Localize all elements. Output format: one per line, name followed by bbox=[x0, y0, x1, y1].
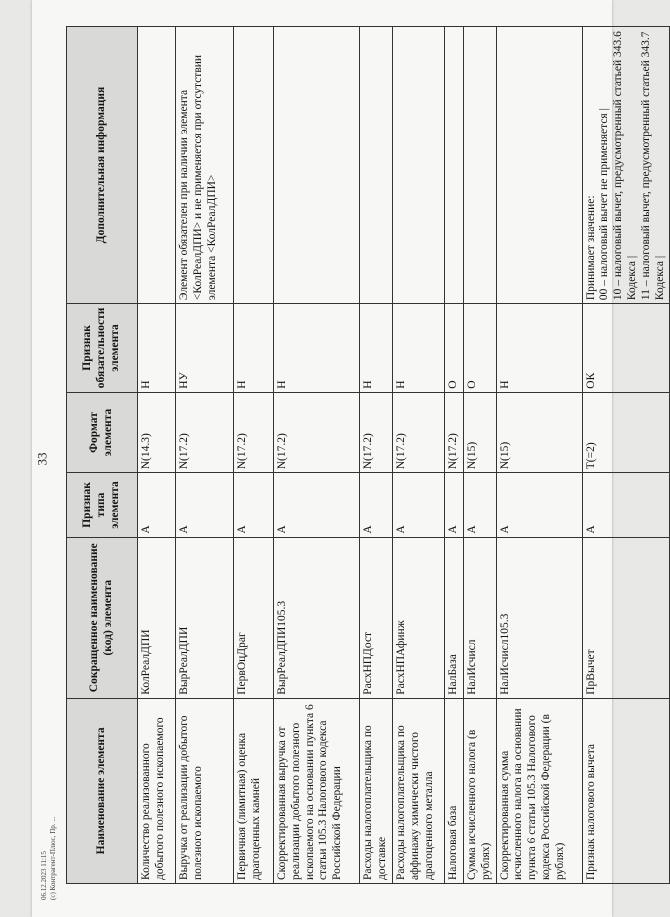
cell-code: НалИсчисл bbox=[464, 537, 497, 698]
cell-info bbox=[496, 27, 582, 304]
header-required: Признак обязательности элемента bbox=[67, 304, 138, 393]
cell-required: О bbox=[464, 304, 497, 393]
cell-type: А bbox=[138, 473, 176, 537]
cell-info bbox=[464, 27, 497, 304]
cell-type: А bbox=[360, 473, 393, 537]
table-row bbox=[445, 27, 464, 884]
cell-name: Количество реализованного добытого полезного ископаемого bbox=[138, 698, 176, 883]
cell-type: А bbox=[393, 473, 445, 537]
table-row bbox=[176, 27, 234, 884]
cell-info: Элемент обязателен при наличии элемента <КолРеалДПИ> и не применяется при отсутствии элемента <КолРеалДПИ> bbox=[176, 27, 234, 304]
cell-required: Н bbox=[234, 304, 274, 393]
cell-info bbox=[138, 27, 176, 304]
stamp-line-date: 06.12.2023 11:15 bbox=[40, 851, 48, 900]
cell-format: N(17.2) bbox=[274, 392, 360, 473]
cell-format: N(14.3) bbox=[138, 392, 176, 473]
page-number-text: 33 bbox=[34, 452, 49, 465]
table-row bbox=[393, 27, 445, 884]
cell-name: Первичная (лимитная) оценка драгоценных камней bbox=[234, 698, 274, 883]
cell-type: А bbox=[176, 473, 234, 537]
cell-format: N(17.2) bbox=[234, 392, 274, 473]
cell-type: А bbox=[274, 473, 360, 537]
cell-required: О bbox=[445, 304, 464, 393]
cell-format: N(17.2) bbox=[176, 392, 234, 473]
header-info: Дополнительная информация bbox=[67, 27, 138, 304]
cell-type: А bbox=[445, 473, 464, 537]
cell-info bbox=[393, 27, 445, 304]
cell-required: Н bbox=[138, 304, 176, 393]
rotated-table-container bbox=[66, 26, 666, 884]
table-row bbox=[138, 27, 176, 884]
cell-type: А bbox=[464, 473, 497, 537]
table-header-row bbox=[67, 27, 138, 884]
print-stamp bbox=[40, 780, 70, 900]
cell-format: T(=2) bbox=[582, 392, 670, 473]
cell-required: Н bbox=[360, 304, 393, 393]
cell-required: ОК bbox=[582, 304, 670, 393]
cell-name: Налоговая база bbox=[445, 698, 464, 883]
cell-code: ПрВычет bbox=[582, 537, 670, 698]
cell-info bbox=[360, 27, 393, 304]
cell-info bbox=[274, 27, 360, 304]
cell-required: Н bbox=[274, 304, 360, 393]
cell-type: А bbox=[496, 473, 582, 537]
cell-code: НалБаза bbox=[445, 537, 464, 698]
elements-table bbox=[66, 26, 670, 884]
cell-code: ПервОцДраг bbox=[234, 537, 274, 698]
stamp-line-source: (c) Контрагент-Плюс, Пр. ... bbox=[49, 816, 58, 900]
cell-code: КолРеалДПИ bbox=[138, 537, 176, 698]
header-code: Сокращенное наименование (код) элемента bbox=[67, 537, 138, 698]
cell-name: Скорректированная сумма исчисленного налога на основании пункта 6 статьи 105.3 Налогового кодекса Российской Федерации (в рублях) bbox=[496, 698, 582, 883]
table-row bbox=[464, 27, 497, 884]
cell-name: Сумма исчисленного налога (в рублях) bbox=[464, 698, 497, 883]
cell-format: N(17.2) bbox=[445, 392, 464, 473]
header-name: Наименование элемента bbox=[67, 698, 138, 883]
cell-code: ВырРеалДПИ105.3 bbox=[274, 537, 360, 698]
table-row bbox=[234, 27, 274, 884]
cell-name: Выручка от реализации добытого полезного ископаемого bbox=[176, 698, 234, 883]
header-type: Признак типа элемента bbox=[67, 473, 138, 537]
cell-required: Н bbox=[393, 304, 445, 393]
cell-format: N(17.2) bbox=[393, 392, 445, 473]
cell-code: НалИсчисл105.3 bbox=[496, 537, 582, 698]
table-row bbox=[274, 27, 360, 884]
cell-type: А bbox=[234, 473, 274, 537]
cell-required: Н bbox=[496, 304, 582, 393]
cell-format: N(17.2) bbox=[360, 392, 393, 473]
cell-name: Скорректированная выручка от реализации добытого полезного ископаемого на основании пункта 6 статьи 105.3 Налогового кодекса Российской Федерации bbox=[274, 698, 360, 883]
cell-code: РасхНПДост bbox=[360, 537, 393, 698]
cell-info: Принимает значение: 00 – налоговый вычет не применяется | 10 – налоговый вычет, предусмотренный статьей 343.6 Кодекса | 11 – налоговый вычет, предусмотренный статьей 343.7 Кодекса | bbox=[582, 27, 670, 304]
cell-info bbox=[234, 27, 274, 304]
cell-code: ВырРеалДПИ bbox=[176, 537, 234, 698]
header-format: Формат элемента bbox=[67, 392, 138, 473]
table-row bbox=[360, 27, 393, 884]
table-row bbox=[582, 27, 670, 884]
cell-type: А bbox=[582, 473, 670, 537]
cell-code: РасхНПАфинж bbox=[393, 537, 445, 698]
cell-name: Расходы налогоплательщика по аффинажу химически чистого драгоценного металла bbox=[393, 698, 445, 883]
cell-format: N(15) bbox=[464, 392, 497, 473]
cell-name: Расходы налогоплательщика по доставке bbox=[360, 698, 393, 883]
cell-name: Признак налогового вычета bbox=[582, 698, 670, 883]
cell-info bbox=[445, 27, 464, 304]
cell-required: НУ bbox=[176, 304, 234, 393]
cell-format: N(15) bbox=[496, 392, 582, 473]
table-row bbox=[496, 27, 582, 884]
